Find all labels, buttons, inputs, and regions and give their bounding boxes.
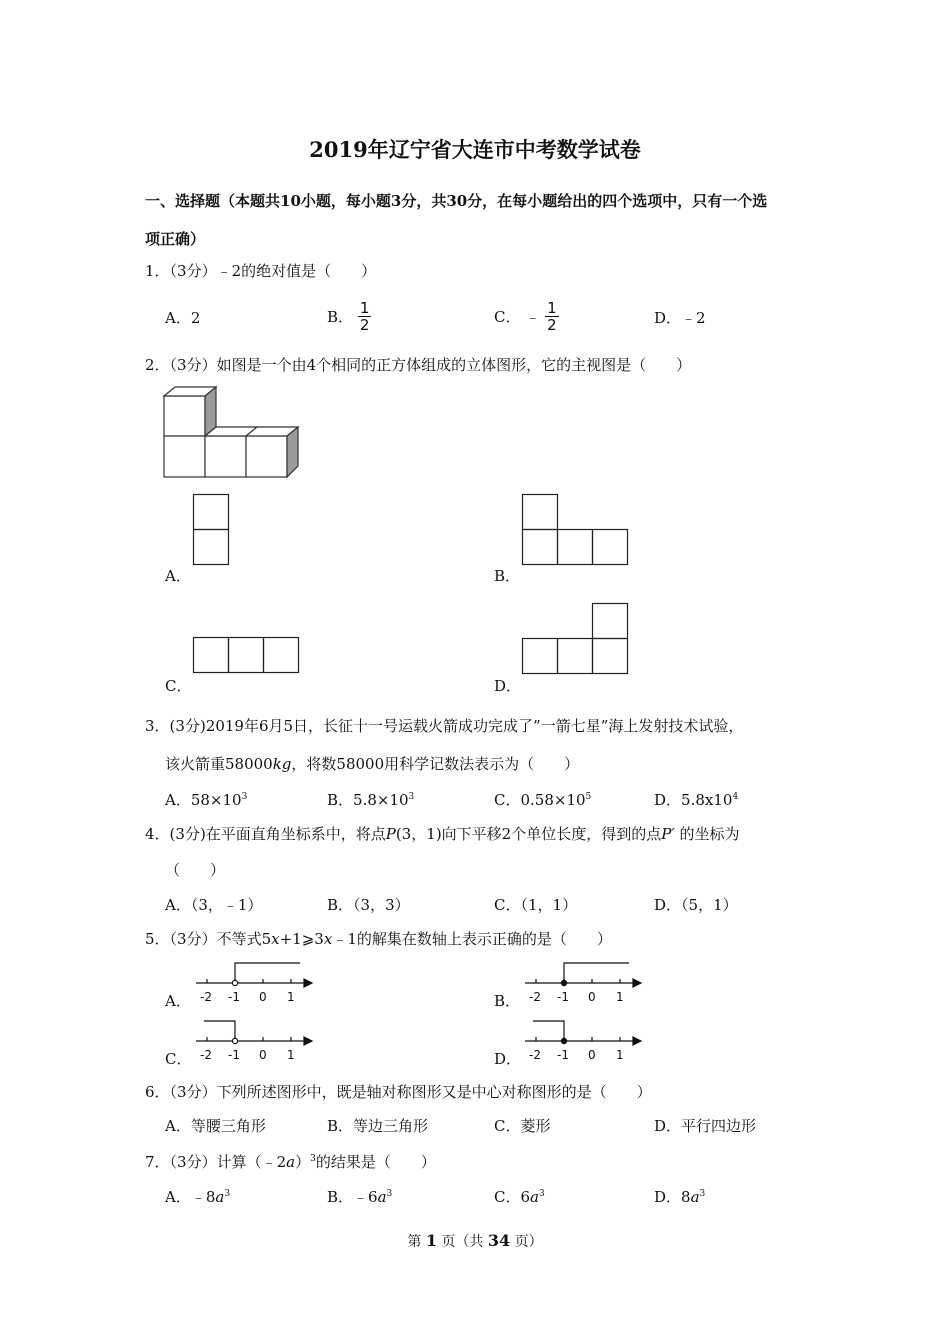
q3-option-c: C．$0.58\times 10^5$	[494, 791, 592, 809]
q1-c-fraction: $\frac{1}{2}$	[547, 299, 557, 334]
section-heading-cont: 项正确）	[145, 230, 206, 248]
q5-option-c-numberline	[196, 1018, 316, 1062]
q2-option-a: A．	[165, 567, 191, 585]
tick-label: 0	[588, 1048, 596, 1062]
question-6-stem: 6．（3分）下列所述图形中，既是轴对称图形又是中心对称图形的是（ ）	[145, 1083, 652, 1101]
tick-label: 1	[616, 990, 624, 1004]
tick-label: -1	[228, 1048, 240, 1062]
q1-option-d: D．﹣2	[654, 309, 706, 327]
q1-option-c: C． ﹣ $\frac{1}{2}$	[494, 299, 557, 334]
q5-option-b-numberline	[525, 960, 645, 1004]
q1-b-fraction: $\frac{1}{2}$	[359, 299, 370, 334]
question-1-stem: 1．（3分）﹣2的绝对值是（ ）	[145, 262, 377, 280]
q5-option-c: C．	[165, 1050, 192, 1068]
q5-option-b: B．	[494, 992, 521, 1010]
q6-option-c: C．菱形	[494, 1117, 551, 1135]
tick-label: 0	[588, 990, 596, 1004]
q2-option-a-figure	[193, 494, 231, 566]
q5-option-a-numberline	[196, 960, 316, 1004]
q6-option-b: B．等边三角形	[327, 1117, 429, 1135]
q1-option-a: A．2	[165, 309, 201, 327]
question-4-stem-cont: （ ）	[165, 861, 226, 879]
q4-option-b: B．（3，3）	[327, 896, 410, 914]
tick-label: 1	[287, 1048, 295, 1062]
tick-label: -1	[557, 990, 569, 1004]
q5-option-a: A．	[165, 992, 191, 1010]
tick-label: -1	[228, 990, 240, 1004]
q2-option-d: D．	[494, 677, 522, 695]
page-title: 2019年辽宁省大连市中考数学试卷	[309, 137, 641, 162]
q7-option-d: D．$8a^3$	[654, 1188, 706, 1206]
tick-label: 0	[259, 990, 267, 1004]
question-5-stem: 5．（3分）不等式5x+1⩾3x﹣1的解集在数轴上表示正确的是（ ）	[145, 930, 612, 948]
q7-option-c: C．$6a^3$	[494, 1188, 545, 1206]
q2-option-c-figure	[193, 637, 301, 675]
tick-label: 0	[259, 1048, 267, 1062]
q7-option-a: A．$﹣8a^3$	[165, 1188, 231, 1206]
q2-option-b: B．	[494, 567, 521, 585]
tick-label: -2	[529, 1048, 541, 1062]
tick-label: -1	[557, 1048, 569, 1062]
cube-figure	[163, 386, 308, 480]
q4-option-c: C．（1，1）	[494, 896, 578, 914]
section-heading: 一、选择题（本题共10小题，每小题3分，共30分，在每小题给出的四个选项中，只有一个选	[145, 192, 768, 210]
page-footer: 第 1 页（共 34 页）	[407, 1231, 543, 1250]
question-3-stem-cont: 该火箭重58000kg，将数58000用科学记数法表示为（ ）	[165, 755, 580, 773]
q2-option-d-figure	[522, 603, 630, 675]
tick-label: -2	[200, 990, 212, 1004]
q2-option-c: C．	[165, 677, 192, 695]
q3-option-d: D．$5.8x10^4$	[654, 791, 739, 809]
q7-option-b: B．$﹣6a^3$	[327, 1188, 393, 1206]
question-4-stem: 4．(3分)在平面直角坐标系中，将点P(3，1)向下平移2个单位长度，得到的点P′ 的坐标为	[145, 825, 740, 843]
q3-option-b: B．$5.8\times 10^3$	[327, 791, 415, 809]
q5-option-d-numberline	[525, 1018, 645, 1062]
question-2-stem: 2．（3分）如图是一个由4个相同的正方体组成的立体图形，它的主视图是（ ）	[145, 356, 692, 374]
tick-label: -2	[200, 1048, 212, 1062]
page-number: 1	[425, 1231, 437, 1250]
question-7-stem: 7．（3分）计算（﹣2a）$^3$的结果是（ ）	[145, 1153, 436, 1171]
q3-option-a: A．$58\times 10^3$	[165, 791, 248, 809]
tick-label: -2	[529, 990, 541, 1004]
q5-option-d: D．	[494, 1050, 522, 1068]
question-3-stem: 3．(3分)2019年6月5日，长征十一号运载火箭成功完成了”一箭七星”海上发射技术试验，	[145, 717, 744, 735]
q4-option-d: D．（5，1）	[654, 896, 738, 914]
q1-option-b: B． $\frac{1}{2}$	[327, 299, 370, 334]
q6-option-d: D．平行四边形	[654, 1117, 757, 1135]
tick-label: 1	[616, 1048, 624, 1062]
q2-option-b-figure	[522, 494, 630, 566]
page-total: 34	[487, 1231, 511, 1250]
q4-option-a: A．（3，﹣1）	[165, 896, 263, 914]
q6-option-a: A．等腰三角形	[165, 1117, 266, 1135]
tick-label: 1	[287, 990, 295, 1004]
